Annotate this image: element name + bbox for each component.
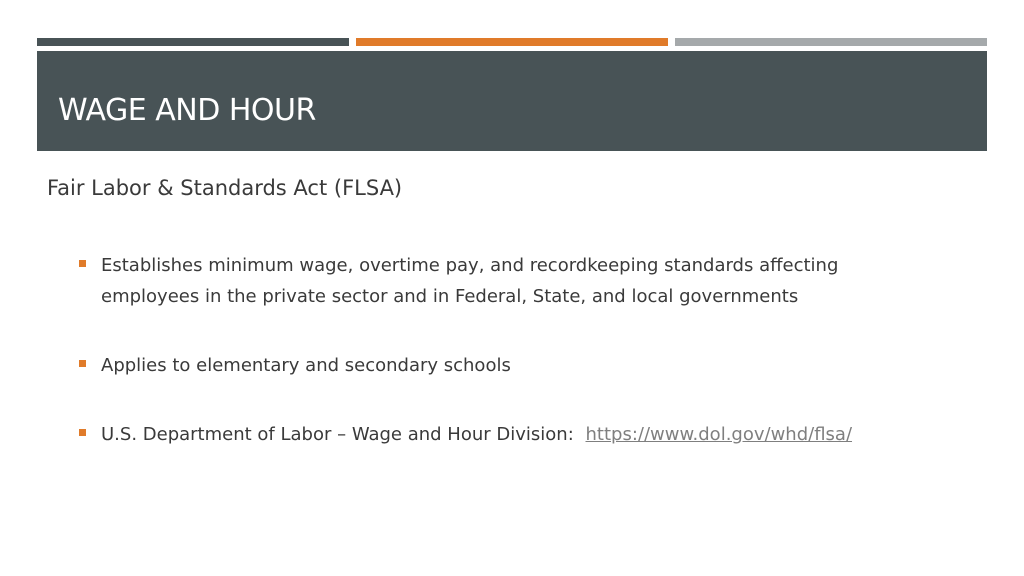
square-bullet-icon — [79, 360, 86, 367]
subtitle: Fair Labor & Standards Act (FLSA) — [47, 176, 403, 200]
accent-bar-orange — [356, 38, 668, 46]
accent-bar-gray — [675, 38, 987, 46]
flsa-link[interactable]: https://www.dol.gov/whd/flsa/ — [585, 424, 853, 445]
bullet-item — [79, 419, 979, 450]
bullet-text-line: employees in the private sector and in Federal, State, and local governments — [101, 286, 799, 307]
bullet-item — [79, 350, 979, 381]
page-title: WAGE AND HOUR — [58, 93, 316, 128]
bullet-text: U.S. Department of Labor – Wage and Hour Division: — [101, 424, 574, 445]
bullet-text: Applies to elementary and secondary schools — [101, 355, 511, 376]
square-bullet-icon — [79, 429, 86, 436]
square-bullet-icon — [79, 260, 86, 267]
bullet-item — [79, 250, 979, 312]
accent-bar-dark — [37, 38, 349, 46]
bullet-text-line: Establishes minimum wage, overtime pay, and recordkeeping standards affecting — [101, 255, 839, 276]
bullet-list — [79, 250, 979, 450]
title-bar — [37, 51, 987, 151]
